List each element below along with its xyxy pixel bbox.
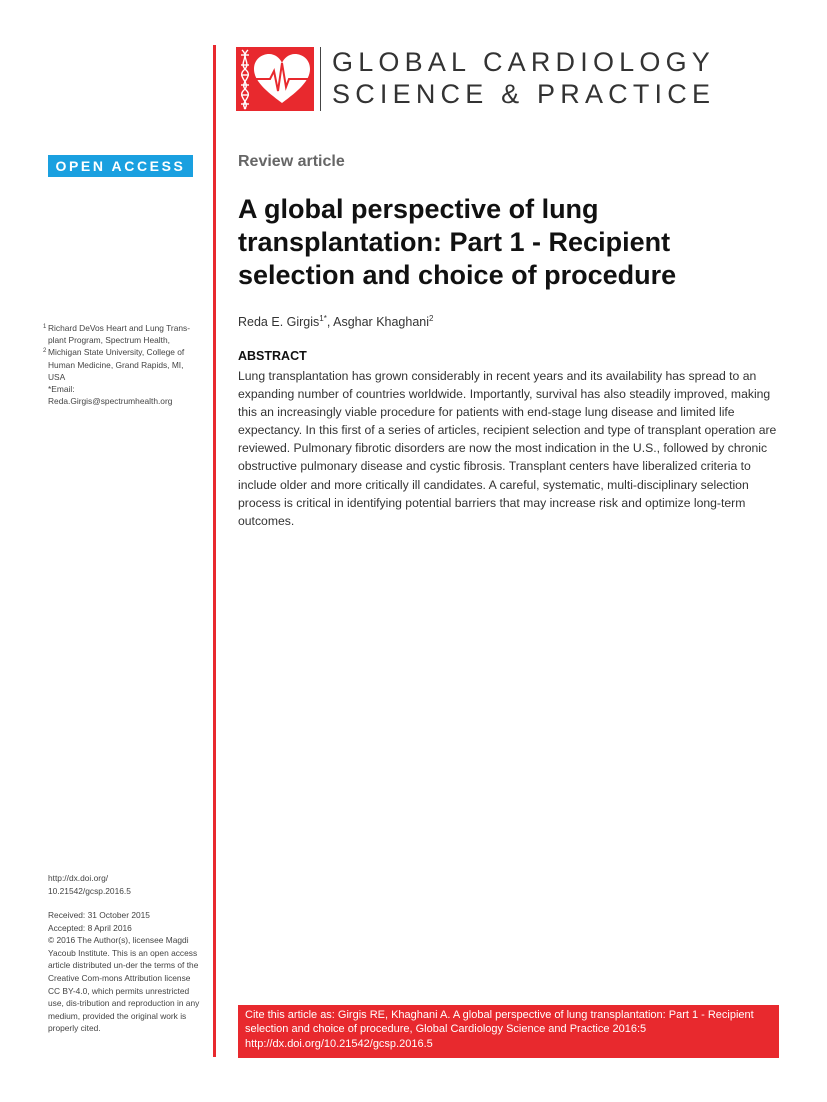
- open-access-badge: OPEN ACCESS: [48, 155, 193, 177]
- author-affiliation-mark: 1*: [319, 314, 327, 323]
- affiliation-text: Richard DeVos Heart and Lung Trans-plant Program, Spectrum Health,: [48, 323, 190, 346]
- cite-box: [238, 1005, 779, 1058]
- email-label: *Email:: [48, 384, 75, 395]
- affiliation-item: [43, 346, 198, 383]
- license-text: © 2016 The Author(s), licensee Magdi Yacoub Institute. This is an open access article distributed un-der the terms of the Creative Com-mons Attribution license CC BY-4.0, which permits unrestricted use, dis-tribution and reproduction in any medium, provided the original work is properly cited.: [48, 935, 200, 1034]
- doi-link-line1[interactable]: http://dx.doi.org/: [48, 873, 109, 883]
- heart-dna-logo-icon: [236, 47, 314, 111]
- email-link[interactable]: Reda.Girgis@spectrumhealth.org: [48, 396, 173, 407]
- affiliation-text: Michigan State University, College of Human Medicine, Grand Rapids, MI, USA: [48, 347, 185, 382]
- doi-link-line2[interactable]: 10.21542/gcsp.2016.5: [48, 885, 131, 896]
- doi-block: [48, 872, 198, 897]
- author-list: [238, 314, 433, 329]
- vertical-red-rule: [213, 45, 216, 1057]
- journal-name-line2: SCIENCE & PRACTICE: [332, 79, 716, 109]
- cite-text[interactable]: Cite this article as: Girgis RE, Khaghani A. A global perspective of lung transplantation: Part 1 - Recipient selection and choice of procedure, Global Cardiology Science and Practice 2016:5 http://dx.doi.org/10.21542/gcsp.2016.5: [245, 1009, 754, 1050]
- article-title: A global perspective of lung transplantation: Part 1 - Recipient selection and choice of procedure: [238, 194, 677, 290]
- accepted-date: Accepted: 8 April 2016: [48, 922, 132, 933]
- journal-name-line1: GLOBAL CARDIOLOGY: [332, 47, 715, 77]
- abstract-heading: ABSTRACT: [238, 349, 307, 363]
- received-date: Received: 31 October 2015: [48, 910, 150, 920]
- logo-divider: [320, 47, 321, 111]
- journal-logo[interactable]: [236, 47, 716, 111]
- author-name[interactable]: Asghar Khaghani: [333, 315, 430, 330]
- author-separator: ,: [326, 315, 334, 330]
- author-affiliation-mark: 2: [429, 314, 434, 323]
- affiliations: [43, 322, 198, 407]
- publication-meta: [48, 909, 200, 1035]
- article-type: Review article: [238, 153, 345, 170]
- affiliation-mark: 2: [43, 348, 47, 355]
- affiliation-mark: 1: [43, 324, 47, 330]
- author-name[interactable]: Reda E. Girgis: [238, 315, 320, 330]
- abstract-text: Lung transplantation has grown considerably in recent years and its availability has spread to an expanding number of countries worldwide. Importantly, survival has also steadily improved, making this an increasingly viable procedure for patients with end-stage lung disease and limited life expectancy. In this first of a series of articles, recipient selection and type of transplant operation are reviewed. Pulmonary fibrotic disorders are now the most indication in the U.S., followed by chronic obstructive pulmonary disease and cystic fibrosis. Transplant centers have liberalized criteria to include older and more critically ill candidates. A careful, systematic, multi-disciplinary selection process is critical in identifying potential barriers that may increase risk and optimize long-term outcomes.: [238, 369, 777, 528]
- affiliation-item: [43, 322, 198, 346]
